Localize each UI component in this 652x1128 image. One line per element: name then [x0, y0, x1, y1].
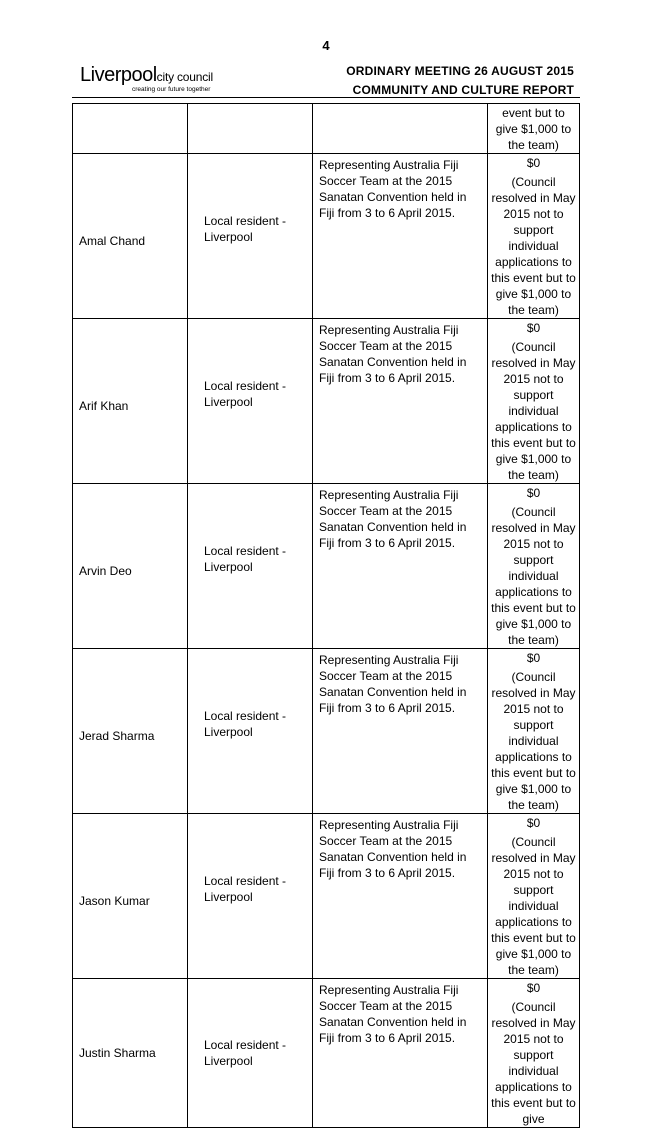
- purpose-cell: [313, 104, 488, 154]
- amount-note: (Council resolved in May 2015 not to support individual applications to this event but to give: [491, 1000, 576, 1126]
- name-cell: [73, 319, 188, 484]
- meeting-title: ORDINARY MEETING 26 AUGUST 2015: [346, 64, 574, 78]
- amount-cell: [488, 484, 580, 649]
- table-row: [73, 154, 580, 319]
- purpose-cell: Representing Australia Fiji Soccer Team at the 2015 Sanatan Convention held in Fiji from 3 to 6 April 2015.: [313, 979, 488, 1128]
- amount-note: (Council resolved in May 2015 not to support individual applications to this event but to give $1,000 to the team): [491, 340, 576, 482]
- amount-note: (Council resolved in May 2015 not to support individual applications to this event but to give $1,000 to the team): [491, 175, 576, 317]
- type-cell: [188, 154, 313, 319]
- name-cell: [73, 104, 188, 154]
- name-cell: [73, 649, 188, 814]
- type-cell: [188, 484, 313, 649]
- purpose-cell: Representing Australia Fiji Soccer Team at the 2015 Sanatan Convention held in Fiji from 3 to 6 April 2015.: [313, 484, 488, 649]
- applicant-type: Local resident - Liverpool: [204, 544, 287, 574]
- grants-table: [72, 103, 580, 1128]
- amount-cell: [488, 649, 580, 814]
- applicant-type: Local resident - Liverpool: [204, 379, 287, 409]
- applicant-name: Jerad Sharma: [79, 729, 155, 743]
- amount-value: $0: [526, 486, 541, 500]
- logo-wordmark: [80, 65, 213, 85]
- type-cell: [188, 649, 313, 814]
- type-cell: [188, 319, 313, 484]
- name-cell: [73, 979, 188, 1128]
- header-divider: [72, 97, 580, 98]
- applicant-name: Arvin Deo: [79, 564, 132, 578]
- applicant-type: Local resident - Liverpool: [204, 214, 287, 244]
- amount-value: $0: [526, 156, 541, 170]
- purpose-cell: Representing Australia Fiji Soccer Team at the 2015 Sanatan Convention held in Fiji from 3 to 6 April 2015.: [313, 649, 488, 814]
- page-number: 4: [322, 38, 330, 53]
- name-cell: [73, 154, 188, 319]
- amount-note: (Council resolved in May 2015 not to support individual applications to this event but to give $1,000 to the team): [491, 505, 576, 647]
- amount-value: $0: [526, 981, 541, 995]
- amount-cell: [488, 319, 580, 484]
- amount-value: $0: [526, 816, 541, 830]
- table-row: [73, 814, 580, 979]
- table-row: [73, 649, 580, 814]
- purpose-cell: Representing Australia Fiji Soccer Team at the 2015 Sanatan Convention held in Fiji from 3 to 6 April 2015.: [313, 319, 488, 484]
- amount-note: (Council resolved in May 2015 not to support individual applications to this event but to give $1,000 to the team): [491, 670, 576, 812]
- table-row-continued: [73, 104, 580, 154]
- applicant-name: Arif Khan: [79, 399, 129, 413]
- type-cell: [188, 979, 313, 1128]
- type-cell: [188, 814, 313, 979]
- report-title: COMMUNITY AND CULTURE REPORT: [352, 83, 574, 97]
- table-row: [73, 979, 580, 1128]
- type-cell: [188, 104, 313, 154]
- name-cell: [73, 814, 188, 979]
- amount-cell: [488, 979, 580, 1128]
- amount-note: (Council resolved in May 2015 not to support individual applications to this event but to give $1,000 to the team): [491, 835, 576, 977]
- purpose-cell: Representing Australia Fiji Soccer Team at the 2015 Sanatan Convention held in Fiji from 3 to 6 April 2015.: [313, 154, 488, 319]
- amount-value: $0: [526, 321, 541, 335]
- logo-city: city council: [156, 70, 213, 84]
- table-row: [73, 319, 580, 484]
- amount-cell: event but to give $1,000 to the team): [488, 104, 580, 154]
- council-logo: [80, 65, 220, 95]
- table-row: [73, 484, 580, 649]
- logo-tagline: creating our future together: [132, 86, 211, 93]
- logo-word: Liverpool: [80, 64, 157, 86]
- amount-value: $0: [526, 651, 541, 665]
- applicant-name: Justin Sharma: [79, 1046, 156, 1060]
- applicant-type: Local resident - Liverpool: [204, 709, 287, 739]
- applicant-name: Amal Chand: [79, 234, 146, 248]
- name-cell: [73, 484, 188, 649]
- applicant-type: Local resident - Liverpool: [204, 1038, 287, 1068]
- amount-cell: [488, 814, 580, 979]
- applicant-name: Jason Kumar: [79, 894, 150, 908]
- amount-cell: [488, 154, 580, 319]
- purpose-cell: Representing Australia Fiji Soccer Team at the 2015 Sanatan Convention held in Fiji from 3 to 6 April 2015.: [313, 814, 488, 979]
- applicant-type: Local resident - Liverpool: [204, 874, 287, 904]
